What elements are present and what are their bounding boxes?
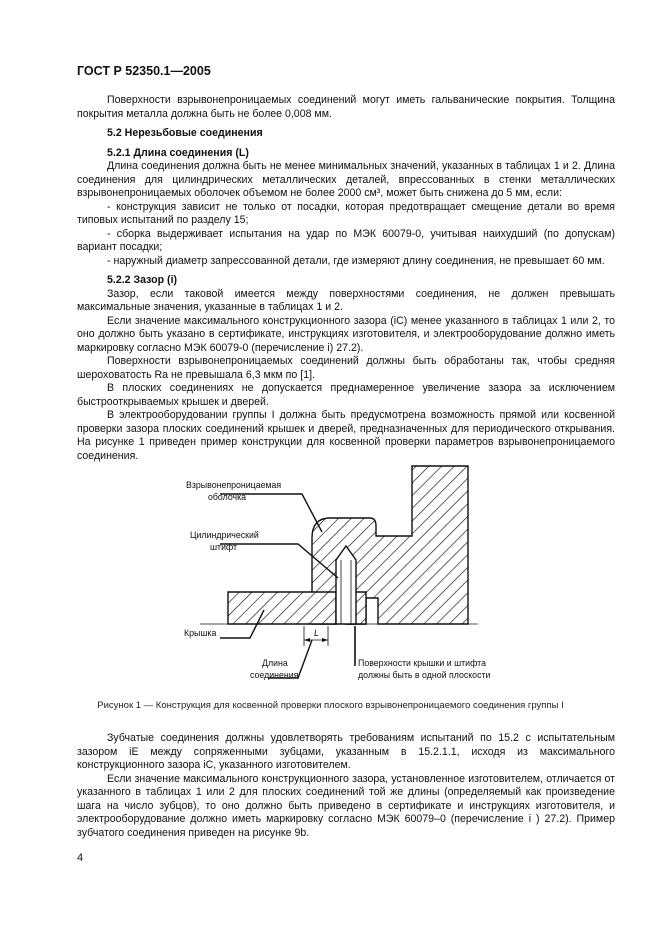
paragraph-gap: Зазор, если таковой имеется между поверхностями соединения, не должен превышать максимальные значения, указанные в таблицах 1 и 2. <box>77 287 615 313</box>
bullet-fit: - конструкция зависит не только от посадки, которая предотвращает смещение детали во время типовых испытаний по разделу 15; <box>77 200 615 226</box>
label-enclosure-1: Взрывонепроницаемая <box>186 480 282 490</box>
body-text-top <box>77 94 615 463</box>
label-pin-2: штифт <box>210 542 238 552</box>
cylindrical-pin <box>336 546 356 624</box>
section-heading-5-2-1: 5.2.1 Длина соединения (L) <box>107 146 249 159</box>
paragraph-toothed-joints: Зубчатые соединения должны удовлетворять требованиям испытаний по 15.2 с испытательным зазором iE между сопряженными зубцами, указанным в 15.2.1.1, исходя из максимального конструкционного зазора iC, указанного изготовителем. <box>77 732 615 771</box>
label-surfaces-2: должны быть в одной плоскости <box>358 670 491 680</box>
document-header: ГОСТ Р 52350.1—2005 <box>77 64 211 78</box>
section-heading-5-2: 5.2 Нерезьбовые соединения <box>107 127 263 139</box>
paragraph-joint-length: Длина соединения должна быть не менее минимальных значений, указанных в таблицах 1 и 2. Длина соединения для цилиндрических металлических деталей, впрессованных в стенки металлических взрывонепроницаемых оболочек объемом не более 2000 см³, может быть снижена до 5 мм, если: <box>77 160 615 199</box>
paragraph-toothed-gap: Если значение максимального конструкционного зазора, установленное изготовителем, отличается от указанного в таблицах 1 или 2 для плоских соединений той же длины (определяемый как произведение шага на число зубцов), то оно должно быть приведено в сертификате и инструкциях изготовителя, и электрооборудование должно иметь маркировку согласно МЭК 60079–0 (перечисление i ) 27.2). Пример зубчатого соединения приведен на рисунке 9b. <box>77 772 615 839</box>
label-L: L <box>314 628 319 638</box>
paragraph-roughness: Поверхности взрывонепроницаемых соединений должны быть обработаны так, чтобы средняя шероховатость Ra не превышала 6,3 мкм по [1]. <box>77 355 615 381</box>
paragraph-group-i: В электрооборудовании группы I должна быть предусмотрена возможность прямой или косвенной проверки зазора плоских соединений крышек и дверей, предназначенных для периодического открывания. На рисунке 1 приведен пример конструкции для косвенной проверки параметров взрывонепроницаемого соединения. <box>77 409 615 462</box>
label-length-2: соединения <box>250 670 299 680</box>
bullet-impact: - сборка выдерживает испытания на удар по МЭК 60079-0, учитывая наихудший (по допускам) вариант посадки; <box>77 227 615 253</box>
label-length-1: Длина <box>262 658 288 668</box>
label-pin-1: Цилиндрический <box>190 530 259 540</box>
paragraph-max-gap: Если значение максимального конструкционного зазора (iC) менее указанного в таблицах 1 или 2, то оно должно быть указано в сертификате, инструкциях изготовителя, и электрооборудование должно иметь маркировку согласно МЭК 60079-0 (перечисление i) 27.2). <box>77 314 615 354</box>
label-cover: Крышка <box>184 628 217 638</box>
label-enclosure-2: оболочка <box>208 492 247 502</box>
body-text-bottom <box>77 732 615 840</box>
section-heading-5-2-2: 5.2.2 Зазор (i) <box>107 274 178 286</box>
page-number: 4 <box>77 852 84 864</box>
figure-caption: Рисунок 1 — Конструкция для косвенной проверки плоского взрывонепроницаемого соединения группы I <box>97 700 564 711</box>
bullet-diameter: - наружный диаметр запрессованной детали, где измеряют длину соединения, не превышает 60 мм. <box>107 254 605 267</box>
figure-1-drawing <box>180 460 500 692</box>
cover-part <box>228 592 336 624</box>
paragraph-flat-joints: В плоских соединениях не допускается преднамеренное увеличение зазора за исключением быстрооткрываемых крышек и дверей. <box>77 382 615 408</box>
label-surfaces-1: Поверхности крышки и штифта <box>358 658 486 668</box>
paragraph-coatings: Поверхности взрывонепроницаемых соединений могут иметь гальванические покрытия. Толщина покрытия металла должна быть не более 0,008 мм. <box>77 94 615 120</box>
